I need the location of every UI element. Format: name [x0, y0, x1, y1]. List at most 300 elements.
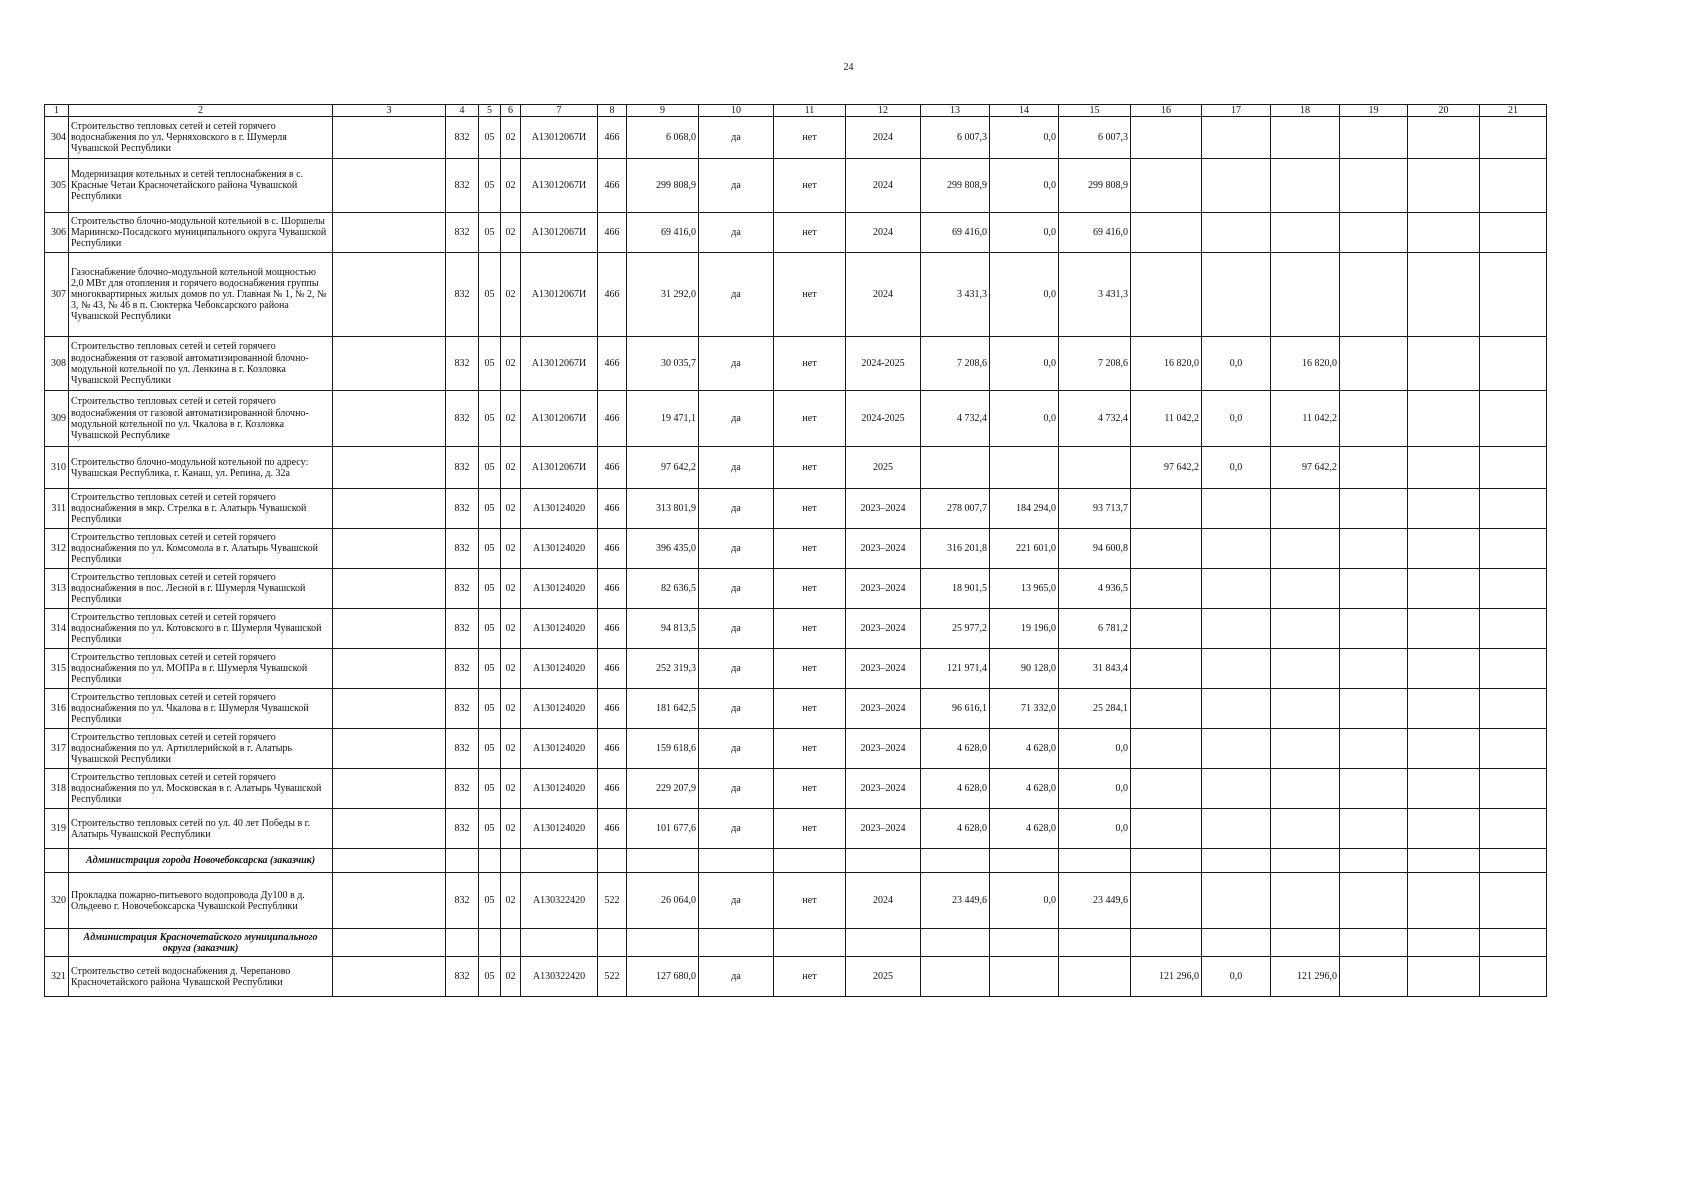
cell-col-21: [1480, 609, 1547, 649]
cell-cost: 69 416,0: [627, 213, 699, 253]
table-cell-empty: [1340, 929, 1408, 957]
cell-col-16: [1131, 529, 1202, 569]
cell-years: 2023–2024: [846, 809, 921, 849]
table-row: [45, 769, 1547, 809]
cell-col-16: 11 042,2: [1131, 391, 1202, 447]
cell-object-name: Строительство блочно-модульной котельной по адресу: Чувашская Республика, г. Канаш, ул. Репина, д. 32а: [69, 447, 333, 489]
cell-col-8: 466: [598, 649, 627, 689]
table-cell-empty: [1408, 929, 1480, 957]
cell-col-19: [1340, 609, 1408, 649]
cell-col-5: 05: [479, 957, 501, 997]
cell-col-6: 02: [501, 529, 521, 569]
cell-object-name: Строительство тепловых сетей и сетей горячего водоснабжения по ул. Артиллерийской в г. Алатырь Чувашской Республики: [69, 729, 333, 769]
cell-col-17: [1202, 689, 1271, 729]
cell-col-4: 832: [446, 159, 479, 213]
cell-col-4: 832: [446, 957, 479, 997]
cell-col-10: да: [699, 117, 774, 159]
cell-col-11: нет: [774, 391, 846, 447]
cell-col-16: 97 642,2: [1131, 447, 1202, 489]
cell-object-name: Строительство сетей водоснабжения д. Черепаново Красночетайского района Чувашской Республики: [69, 957, 333, 997]
cell-col-13: 18 901,5: [921, 569, 990, 609]
table-cell-empty: [774, 929, 846, 957]
cell-years: 2024: [846, 213, 921, 253]
table-row: [45, 689, 1547, 729]
cell-col-14: 184 294,0: [990, 489, 1059, 529]
cell-code: А13012067И: [521, 159, 598, 213]
table-cell-empty: [921, 929, 990, 957]
cell-object-name: Строительство блочно-модульной котельной в с. Шоршелы Мариинско-Посадского муниципального округа Чувашской Республики: [69, 213, 333, 253]
cell-col-10: да: [699, 159, 774, 213]
cell-col-17: [1202, 873, 1271, 929]
column-header: 16: [1131, 105, 1202, 117]
cell-code: А13012067И: [521, 213, 598, 253]
table-cell-empty: [699, 849, 774, 873]
column-header: 10: [699, 105, 774, 117]
cell-col-17: 0,0: [1202, 447, 1271, 489]
table-row: [45, 529, 1547, 569]
cell-col-19: [1340, 447, 1408, 489]
cell-col-10: да: [699, 447, 774, 489]
table-cell-empty: [479, 929, 501, 957]
cell-code: А130124020: [521, 489, 598, 529]
cell-col-14: 0,0: [990, 117, 1059, 159]
cell-col-20: [1408, 729, 1480, 769]
cell-row-number: 317: [45, 729, 69, 769]
cell-col-18: 97 642,2: [1271, 447, 1340, 489]
cell-code: А13012067И: [521, 253, 598, 337]
cell-cost: 299 808,9: [627, 159, 699, 213]
table-cell-empty: [1202, 929, 1271, 957]
cell-col-3: [333, 337, 446, 391]
cell-col-6: 02: [501, 213, 521, 253]
cell-code: А13012067И: [521, 337, 598, 391]
cell-col-19: [1340, 957, 1408, 997]
cell-code: А130124020: [521, 569, 598, 609]
cell-col-15: 69 416,0: [1059, 213, 1131, 253]
cell-years: 2023–2024: [846, 649, 921, 689]
cell-col-16: [1131, 809, 1202, 849]
cell-code: А130124020: [521, 529, 598, 569]
cell-col-17: 0,0: [1202, 337, 1271, 391]
cell-col-16: [1131, 489, 1202, 529]
cell-col-4: 832: [446, 117, 479, 159]
cell-col-5: 05: [479, 117, 501, 159]
cell-cost: 6 068,0: [627, 117, 699, 159]
cell-col-6: 02: [501, 729, 521, 769]
cell-row-number: 318: [45, 769, 69, 809]
cell-col-20: [1408, 489, 1480, 529]
cell-col-15: 6 007,3: [1059, 117, 1131, 159]
table-cell-empty: [774, 849, 846, 873]
cell-col-20: [1408, 609, 1480, 649]
cell-years: 2023–2024: [846, 769, 921, 809]
cell-col-16: [1131, 117, 1202, 159]
cell-col-15: 7 208,6: [1059, 337, 1131, 391]
cell-col-14: 0,0: [990, 873, 1059, 929]
cell-col-15: 23 449,6: [1059, 873, 1131, 929]
cell-col-10: да: [699, 649, 774, 689]
cell-col-11: нет: [774, 957, 846, 997]
cell-col-10: да: [699, 489, 774, 529]
cell-col-3: [333, 569, 446, 609]
cell-col-16: 16 820,0: [1131, 337, 1202, 391]
cell-col-19: [1340, 729, 1408, 769]
cell-years: 2023–2024: [846, 609, 921, 649]
cell-col-8: 466: [598, 809, 627, 849]
table-cell-empty: [521, 929, 598, 957]
cell-row-number: 314: [45, 609, 69, 649]
cell-col-17: [1202, 489, 1271, 529]
column-header: 15: [1059, 105, 1131, 117]
cell-col-20: [1408, 769, 1480, 809]
cell-col-14: 0,0: [990, 159, 1059, 213]
cell-col-6: 02: [501, 253, 521, 337]
cell-col-18: [1271, 253, 1340, 337]
cell-col-19: [1340, 391, 1408, 447]
cell-col-16: [1131, 213, 1202, 253]
cell-col-21: [1480, 649, 1547, 689]
cell-years: 2024-2025: [846, 391, 921, 447]
cell-col-10: да: [699, 609, 774, 649]
table-cell-empty: [699, 929, 774, 957]
cell-col-15: [1059, 447, 1131, 489]
table-cell-empty: [1271, 849, 1340, 873]
cell-col-8: 466: [598, 609, 627, 649]
cell-col-8: 466: [598, 213, 627, 253]
cell-col-3: [333, 253, 446, 337]
cell-col-21: [1480, 873, 1547, 929]
cell-col-3: [333, 689, 446, 729]
cell-object-name: Строительство тепловых сетей по ул. 40 лет Победы в г. Алатырь Чувашской Республики: [69, 809, 333, 849]
cell-col-18: [1271, 489, 1340, 529]
cell-row-number: 316: [45, 689, 69, 729]
cell-col-15: 4 936,5: [1059, 569, 1131, 609]
table-row: [45, 117, 1547, 159]
cell-col-14: 0,0: [990, 213, 1059, 253]
cell-col-16: [1131, 873, 1202, 929]
cell-col-14: 0,0: [990, 253, 1059, 337]
cell-col-19: [1340, 569, 1408, 609]
cell-col-15: 93 713,7: [1059, 489, 1131, 529]
column-header: 17: [1202, 105, 1271, 117]
cell-row-number: 306: [45, 213, 69, 253]
cell-col-10: да: [699, 391, 774, 447]
cell-col-6: 02: [501, 649, 521, 689]
cell-years: 2024-2025: [846, 337, 921, 391]
table-cell-empty: [846, 849, 921, 873]
cell-col-13: 23 449,6: [921, 873, 990, 929]
cell-code: А13012067И: [521, 447, 598, 489]
cell-col-15: 4 732,4: [1059, 391, 1131, 447]
cell-object-name: Строительство тепловых сетей и сетей горячего водоснабжения по ул. МОПРа в г. Шумерля Чувашской Республики: [69, 649, 333, 689]
cell-row-number: 311: [45, 489, 69, 529]
cell-col-14: 4 628,0: [990, 809, 1059, 849]
cell-col-16: 121 296,0: [1131, 957, 1202, 997]
cell-col-19: [1340, 117, 1408, 159]
cell-col-13: 4 628,0: [921, 729, 990, 769]
cell-col-14: 0,0: [990, 391, 1059, 447]
cell-col-13: 4 628,0: [921, 809, 990, 849]
cell-col-8: 466: [598, 729, 627, 769]
cell-object-name: Строительство тепловых сетей и сетей горячего водоснабжения в мкр. Стрелка в г. Алатырь Чувашской Республики: [69, 489, 333, 529]
cell-object-name: Строительство тепловых сетей и сетей горячего водоснабжения от газовой автоматизированной блочно-модульной котельной по ул. Ленкина в г. Козловка Чувашской Республики: [69, 337, 333, 391]
cell-cost: 229 207,9: [627, 769, 699, 809]
cell-col-17: 0,0: [1202, 957, 1271, 997]
cell-col-15: 0,0: [1059, 729, 1131, 769]
cell-cost: 101 677,6: [627, 809, 699, 849]
cell-col-16: [1131, 689, 1202, 729]
cell-col-17: [1202, 649, 1271, 689]
cell-col-5: 05: [479, 529, 501, 569]
table-cell-empty: [990, 849, 1059, 873]
table-cell-empty: [501, 929, 521, 957]
cell-col-15: 25 284,1: [1059, 689, 1131, 729]
cell-col-19: [1340, 873, 1408, 929]
section-title: Администрация Красночетайского муниципального округа (заказчик): [69, 929, 333, 957]
cell-col-6: 02: [501, 489, 521, 529]
table-cell-empty: [627, 929, 699, 957]
header-row: [45, 105, 1547, 117]
cell-col-13: 316 201,8: [921, 529, 990, 569]
cell-object-name: Строительство тепловых сетей и сетей горячего водоснабжения от газовой автоматизированной блочно-модульной котельной по ул. Чкалова в г. Козловка Чувашской Республике: [69, 391, 333, 447]
cell-col-4: 832: [446, 873, 479, 929]
cell-col-19: [1340, 159, 1408, 213]
table-row: [45, 873, 1547, 929]
cell-col-3: [333, 391, 446, 447]
cell-col-20: [1408, 253, 1480, 337]
cell-col-21: [1480, 253, 1547, 337]
column-header: 1: [45, 105, 69, 117]
cell-col-15: 299 808,9: [1059, 159, 1131, 213]
cell-col-6: 02: [501, 809, 521, 849]
cell-row-number: 307: [45, 253, 69, 337]
cell-code: А130322420: [521, 957, 598, 997]
cell-col-4: 832: [446, 447, 479, 489]
cell-col-17: [1202, 529, 1271, 569]
table-row: [45, 957, 1547, 997]
table-row: [45, 391, 1547, 447]
cell-col-16: [1131, 253, 1202, 337]
cell-col-20: [1408, 159, 1480, 213]
cell-row-number: 321: [45, 957, 69, 997]
column-header: 7: [521, 105, 598, 117]
cell-years: 2024: [846, 117, 921, 159]
cell-col-8: 466: [598, 391, 627, 447]
cell-row-number: 319: [45, 809, 69, 849]
cell-col-13: 6 007,3: [921, 117, 990, 159]
cell-col-17: [1202, 213, 1271, 253]
cell-col-5: 05: [479, 159, 501, 213]
cell-col-14: [990, 957, 1059, 997]
table-cell-empty: [1408, 849, 1480, 873]
cell-col-20: [1408, 957, 1480, 997]
cell-col-5: 05: [479, 489, 501, 529]
cell-object-name: Строительство тепловых сетей и сетей горячего водоснабжения в пос. Лесной в г. Шумерля Чувашской Республики: [69, 569, 333, 609]
cell-col-5: 05: [479, 569, 501, 609]
cell-cost: 97 642,2: [627, 447, 699, 489]
cell-col-10: да: [699, 213, 774, 253]
cell-col-20: [1408, 569, 1480, 609]
cell-col-19: [1340, 213, 1408, 253]
cell-code: А130124020: [521, 649, 598, 689]
cell-row-number: 308: [45, 337, 69, 391]
cell-col-5: 05: [479, 729, 501, 769]
cell-col-17: [1202, 569, 1271, 609]
table-cell-empty: [598, 929, 627, 957]
cell-object-name: Строительство тепловых сетей и сетей горячего водоснабжения по ул. Московская в г. Алатырь Чувашской Республики: [69, 769, 333, 809]
cell-col-13: 299 808,9: [921, 159, 990, 213]
cell-code: А130124020: [521, 689, 598, 729]
cell-col-5: 05: [479, 609, 501, 649]
cell-col-21: [1480, 689, 1547, 729]
cell-col-6: 02: [501, 391, 521, 447]
cell-code: А130124020: [521, 769, 598, 809]
cell-col-16: [1131, 729, 1202, 769]
cell-years: 2024: [846, 253, 921, 337]
cell-col-5: 05: [479, 769, 501, 809]
cell-col-18: [1271, 769, 1340, 809]
cell-col-5: 05: [479, 213, 501, 253]
cell-col-17: [1202, 609, 1271, 649]
cell-col-13: 4 732,4: [921, 391, 990, 447]
table-cell-empty: [1202, 849, 1271, 873]
cell-col-16: [1131, 569, 1202, 609]
cell-col-14: 90 128,0: [990, 649, 1059, 689]
cell-col-11: нет: [774, 609, 846, 649]
cell-col-5: 05: [479, 447, 501, 489]
cell-col-8: 466: [598, 117, 627, 159]
cell-cost: 30 035,7: [627, 337, 699, 391]
cell-col-13: 7 208,6: [921, 337, 990, 391]
table-cell-empty: [1480, 929, 1547, 957]
cell-col-5: 05: [479, 809, 501, 849]
cell-col-18: 11 042,2: [1271, 391, 1340, 447]
cell-col-17: [1202, 253, 1271, 337]
cell-col-10: да: [699, 337, 774, 391]
cell-col-15: 31 843,4: [1059, 649, 1131, 689]
table-row: [45, 489, 1547, 529]
section-header-row: [45, 929, 1547, 957]
cell-object-name: Строительство тепловых сетей и сетей горячего водоснабжения по ул. Чкалова в г. Шумерля Чувашской Республики: [69, 689, 333, 729]
cell-col-21: [1480, 213, 1547, 253]
cell-col-17: 0,0: [1202, 391, 1271, 447]
table-cell-empty: [521, 849, 598, 873]
table-row: [45, 809, 1547, 849]
cell-col-18: [1271, 729, 1340, 769]
table-cell-empty: [446, 849, 479, 873]
cell-row-number: 313: [45, 569, 69, 609]
table-row: [45, 569, 1547, 609]
column-header: 18: [1271, 105, 1340, 117]
table-row: [45, 649, 1547, 689]
cell-object-name: Строительство тепловых сетей и сетей горячего водоснабжения по ул. Комсомола в г. Алатырь Чувашской Республики: [69, 529, 333, 569]
cell-col-11: нет: [774, 769, 846, 809]
cell-col-3: [333, 489, 446, 529]
cell-col-19: [1340, 769, 1408, 809]
cell-col-11: нет: [774, 729, 846, 769]
column-header: 19: [1340, 105, 1408, 117]
cell-col-11: нет: [774, 489, 846, 529]
cell-code: А130124020: [521, 729, 598, 769]
column-header: 9: [627, 105, 699, 117]
cell-col-11: нет: [774, 569, 846, 609]
cell-col-15: 6 781,2: [1059, 609, 1131, 649]
cell-col-17: [1202, 729, 1271, 769]
cell-cost: 396 435,0: [627, 529, 699, 569]
column-header: 11: [774, 105, 846, 117]
cell-years: 2023–2024: [846, 489, 921, 529]
column-header: 14: [990, 105, 1059, 117]
cell-object-name: Строительство тепловых сетей и сетей горячего водоснабжения по ул. Котовского в г. Шумерля Чувашской Республики: [69, 609, 333, 649]
cell-col-8: 466: [598, 337, 627, 391]
cell-col-20: [1408, 809, 1480, 849]
cell-col-4: 832: [446, 213, 479, 253]
cell-col-17: [1202, 159, 1271, 213]
cell-col-6: 02: [501, 569, 521, 609]
cell-col-20: [1408, 337, 1480, 391]
cell-cost: 313 801,9: [627, 489, 699, 529]
cell-col-5: 05: [479, 873, 501, 929]
cell-col-16: [1131, 649, 1202, 689]
cell-col-14: 4 628,0: [990, 729, 1059, 769]
cell-col-10: да: [699, 809, 774, 849]
table-cell-empty: [846, 929, 921, 957]
cell-object-name: Модернизация котельных и сетей теплоснабжения в с. Красные Четаи Красночетайского района Чувашской Республики: [69, 159, 333, 213]
cell-col-18: [1271, 609, 1340, 649]
cell-col-14: 13 965,0: [990, 569, 1059, 609]
cell-col-17: [1202, 809, 1271, 849]
table-cell-empty: [627, 849, 699, 873]
cell-col-21: [1480, 489, 1547, 529]
cell-col-6: 02: [501, 117, 521, 159]
cell-col-11: нет: [774, 447, 846, 489]
table-cell-empty: [1131, 849, 1202, 873]
cell-col-4: 832: [446, 337, 479, 391]
table-row: [45, 337, 1547, 391]
cell-cost: 26 064,0: [627, 873, 699, 929]
cell-code: А130124020: [521, 609, 598, 649]
cell-col-15: 0,0: [1059, 809, 1131, 849]
cell-col-11: нет: [774, 337, 846, 391]
cell-col-21: [1480, 957, 1547, 997]
table-row: [45, 159, 1547, 213]
table-cell-empty: [990, 929, 1059, 957]
cell-col-18: [1271, 213, 1340, 253]
cell-col-11: нет: [774, 873, 846, 929]
cell-col-21: [1480, 569, 1547, 609]
cell-row-number: 312: [45, 529, 69, 569]
cell-col-3: [333, 117, 446, 159]
cell-cost: 252 319,3: [627, 649, 699, 689]
cell-col-13: 121 971,4: [921, 649, 990, 689]
cell-col-21: [1480, 391, 1547, 447]
cell-row-number: 315: [45, 649, 69, 689]
cell-cost: 159 618,6: [627, 729, 699, 769]
column-header: 2: [69, 105, 333, 117]
cell-col-15: 94 600,8: [1059, 529, 1131, 569]
cell-col-13: 3 431,3: [921, 253, 990, 337]
cell-col-14: 0,0: [990, 337, 1059, 391]
cell-col-5: 05: [479, 649, 501, 689]
cell-col-6: 02: [501, 159, 521, 213]
column-header: 8: [598, 105, 627, 117]
cell-code: А13012067И: [521, 117, 598, 159]
cell-col-21: [1480, 337, 1547, 391]
table-cell-empty: [598, 849, 627, 873]
cell-col-15: [1059, 957, 1131, 997]
cell-col-20: [1408, 447, 1480, 489]
cell-col-11: нет: [774, 159, 846, 213]
